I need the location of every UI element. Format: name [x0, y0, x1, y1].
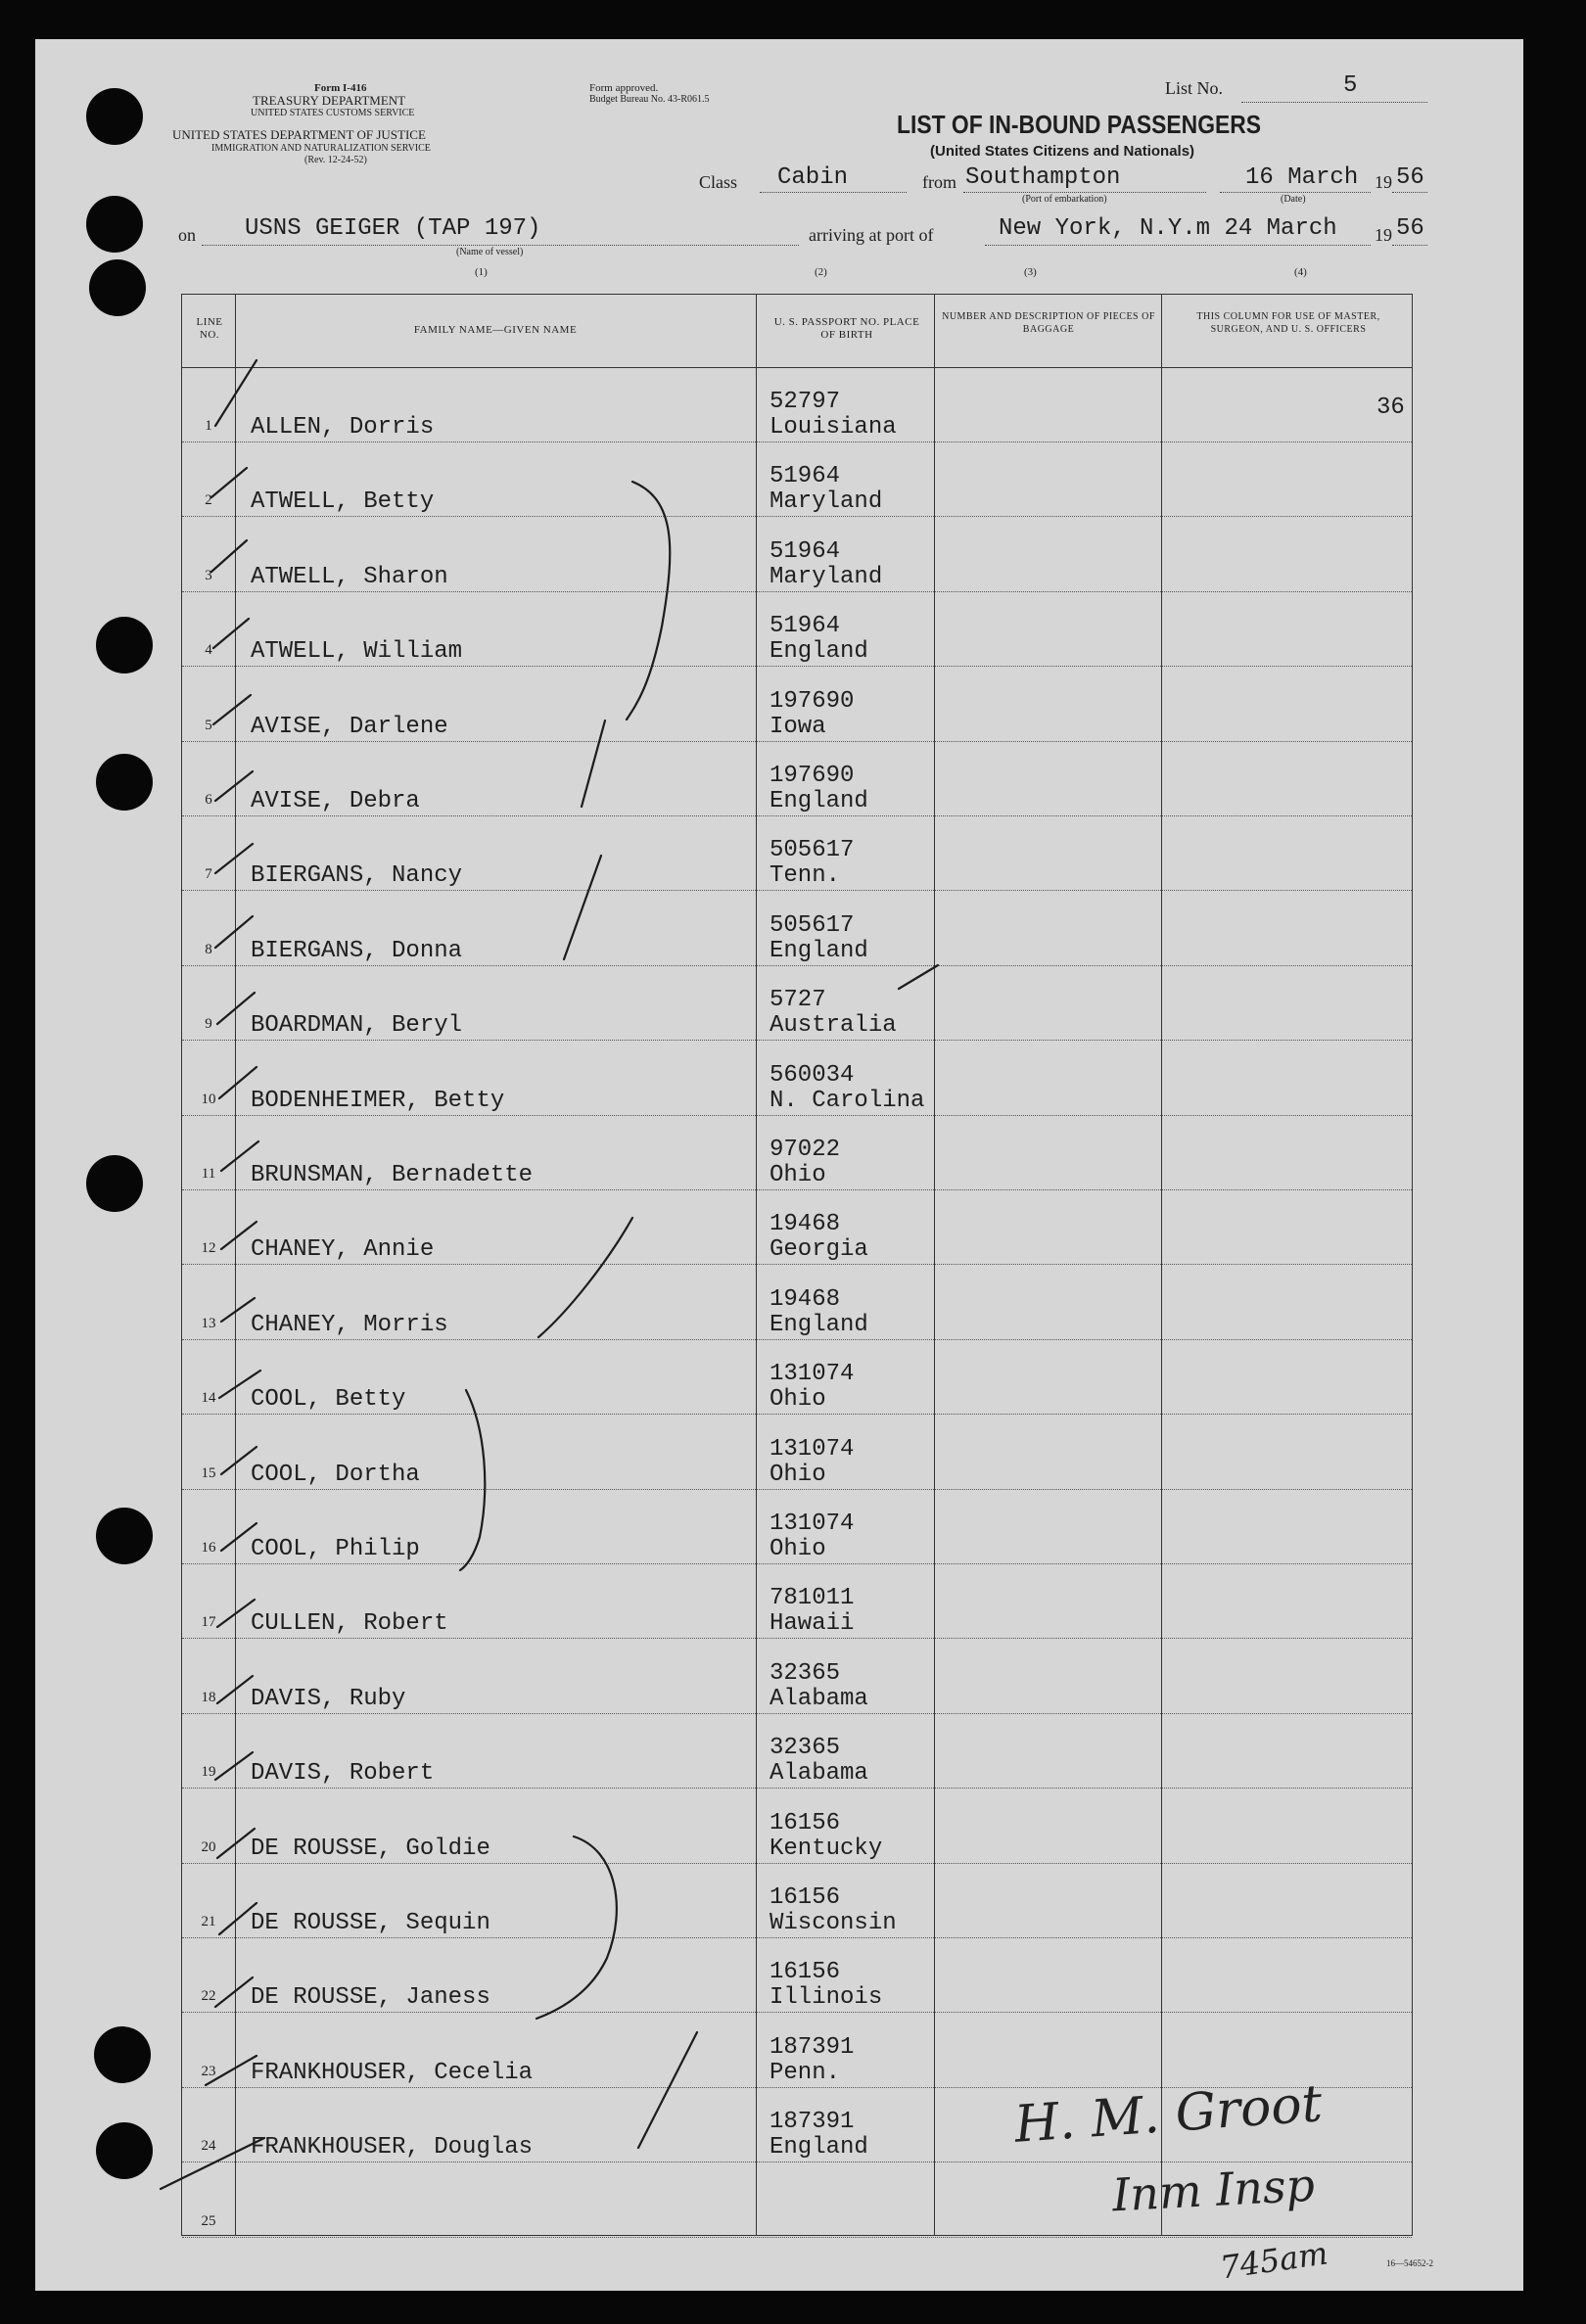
passport-number: 197690 — [770, 687, 855, 715]
binder-hole — [89, 259, 146, 316]
binder-hole — [96, 2122, 153, 2179]
birthplace: Louisiana — [770, 414, 897, 441]
arrival-rule — [985, 245, 1371, 246]
line-number: 7 — [205, 866, 212, 883]
birthplace: Alabama — [770, 1685, 868, 1712]
birthplace: England — [770, 2134, 868, 2161]
page-subtitle: (United States Citizens and Nationals) — [930, 143, 1195, 160]
time-note: 745am — [1217, 2234, 1330, 2287]
table-row — [182, 367, 1412, 442]
passenger-name: FRANKHOUSER, Douglas — [251, 2134, 534, 2161]
line-number: 24 — [201, 2138, 216, 2155]
passenger-name: AVISE, Debra — [251, 788, 420, 814]
class-label: Class — [699, 172, 738, 192]
line-number: 16 — [201, 1540, 216, 1556]
passenger-name: BODENHEIMER, Betty — [251, 1087, 505, 1114]
passport-number: 19468 — [770, 1285, 841, 1313]
binder-hole — [86, 88, 143, 145]
table-row — [182, 1639, 1412, 1714]
line-number: 13 — [201, 1315, 216, 1331]
line-number: 21 — [201, 1914, 216, 1929]
list-no-label: List No. — [1165, 78, 1224, 98]
birthplace: Maryland — [770, 488, 883, 516]
table-row — [182, 965, 1412, 1041]
birthplace: Kentucky — [770, 1835, 883, 1862]
passenger-name: DE ROUSSE, Sequin — [251, 1910, 490, 1936]
binder-hole — [86, 1155, 143, 1212]
table-row — [182, 1265, 1412, 1340]
binder-hole — [96, 1508, 153, 1564]
table-row — [182, 815, 1412, 891]
birthplace: N. Carolina — [770, 1087, 925, 1114]
embark-date-rule — [1220, 192, 1371, 193]
birthplace: Ohio — [770, 1461, 826, 1488]
passport-number: 5727 — [770, 987, 826, 1014]
line-number: 22 — [201, 1988, 216, 2005]
line-number: 11 — [201, 1166, 216, 1182]
binder-hole — [96, 754, 153, 811]
form-number: Form I-416 — [314, 82, 367, 94]
passenger-name: ATWELL, Betty — [251, 488, 435, 516]
table-row — [182, 1339, 1412, 1415]
page-title: LIST OF IN-BOUND PASSENGERS — [897, 110, 1262, 139]
binder-hole — [96, 617, 153, 674]
passenger-name: AVISE, Darlene — [251, 713, 448, 740]
embark-date: 16 March — [1245, 164, 1359, 191]
print-code: 16—54652-2 — [1386, 2258, 1433, 2268]
arrival-port: New York, N.Y.m 24 March — [999, 215, 1337, 242]
on-label: on — [178, 225, 196, 245]
line-number: 9 — [205, 1016, 212, 1033]
table-row — [182, 1415, 1412, 1490]
col-index-3: (3) — [1024, 266, 1037, 278]
table-row — [182, 1937, 1412, 2013]
passenger-name: ATWELL, William — [251, 638, 463, 666]
passport-number: 16156 — [770, 1809, 841, 1836]
birthplace: Georgia — [770, 1236, 868, 1264]
table-row — [182, 517, 1412, 592]
line-number: 15 — [201, 1464, 216, 1481]
table-row — [182, 442, 1412, 517]
passenger-name: COOL, Betty — [251, 1386, 406, 1414]
table-row — [182, 1189, 1412, 1265]
from-label: from — [922, 172, 956, 192]
arrival-year: 56 — [1396, 215, 1424, 242]
birthplace: Maryland — [770, 563, 883, 590]
birthplace: England — [770, 638, 868, 666]
table-row — [182, 1563, 1412, 1639]
line-number: 17 — [201, 1614, 216, 1631]
passport-number: 187391 — [770, 2033, 855, 2061]
binder-hole — [86, 196, 143, 253]
budget-bureau: Budget Bureau No. 43-R061.5 — [589, 94, 710, 105]
passenger-name: CHANEY, Annie — [251, 1236, 435, 1264]
arriving-label: arriving at port of — [809, 225, 934, 245]
passenger-name: CHANEY, Morris — [251, 1311, 448, 1338]
col-index-1: (1) — [475, 266, 488, 278]
birthplace: Australia — [770, 1012, 897, 1040]
birthplace: Ohio — [770, 1162, 826, 1188]
embark-year: 56 — [1396, 164, 1424, 191]
line-number: 5 — [205, 717, 212, 733]
justice-dept: UNITED STATES DEPARTMENT OF JUSTICE — [172, 127, 426, 142]
line-number: 4 — [205, 642, 212, 659]
line-number: 8 — [205, 941, 212, 957]
officer-note: 36 — [1376, 395, 1405, 421]
birthplace: Alabama — [770, 1760, 868, 1788]
birthplace: Tenn. — [770, 862, 841, 890]
passenger-name: DAVIS, Robert — [251, 1760, 435, 1788]
passport-number: 32365 — [770, 1735, 841, 1762]
passenger-name: BRUNSMAN, Bernadette — [251, 1162, 534, 1188]
passenger-name: FRANKHOUSER, Cecelia — [251, 2059, 534, 2086]
passport-number: 781011 — [770, 1585, 855, 1612]
passenger-name: BIERGANS, Donna — [251, 937, 463, 964]
line-number: 20 — [201, 1838, 216, 1855]
passport-number: 16156 — [770, 1959, 841, 1986]
passenger-table — [181, 294, 1413, 2236]
passport-number: 19468 — [770, 1211, 841, 1238]
embark-year-rule — [1392, 192, 1427, 193]
line-number: 18 — [201, 1689, 216, 1705]
birthplace: Hawaii — [770, 1610, 855, 1638]
passenger-name: CULLEN, Robert — [251, 1610, 448, 1638]
line-number: 10 — [201, 1091, 216, 1107]
line-number: 6 — [205, 792, 212, 808]
passport-number: 51964 — [770, 613, 841, 640]
signature-1: H. M. Groot — [1012, 2074, 1325, 2155]
birthplace: England — [770, 788, 868, 814]
col-index-4: (4) — [1294, 266, 1307, 278]
treasury-dept: TREASURY DEPARTMENT — [253, 93, 406, 108]
birthplace: England — [770, 1311, 868, 1338]
customs-service: UNITED STATES CUSTOMS SERVICE — [251, 108, 415, 118]
line-number: 1 — [205, 418, 212, 434]
table-row — [182, 1041, 1412, 1116]
passenger-name: ATWELL, Sharon — [251, 563, 448, 590]
year-prefix-2: 19 — [1375, 225, 1392, 245]
document-page — [35, 39, 1523, 2291]
embark-port: Southampton — [965, 164, 1121, 191]
table-row — [182, 741, 1412, 816]
class-rule — [760, 192, 907, 193]
row-rule — [182, 2237, 1412, 2238]
passport-number: 187391 — [770, 2109, 855, 2136]
passenger-name: BOARDMAN, Beryl — [251, 1012, 463, 1040]
passenger-name: DE ROUSSE, Goldie — [251, 1835, 490, 1862]
date-caption: (Date) — [1281, 194, 1306, 205]
passport-number: 32365 — [770, 1659, 841, 1687]
col-header-baggage: NUMBER AND DESCRIPTION OF PIECES OF BAGGAGE — [942, 311, 1155, 335]
passport-number: 131074 — [770, 1435, 855, 1463]
passenger-name: COOL, Dortha — [251, 1461, 420, 1488]
table-row — [182, 667, 1412, 742]
ins-service: IMMIGRATION AND NATURALIZATION SERVICE — [211, 143, 431, 154]
line-number: 25 — [201, 2212, 216, 2229]
passport-number: 131074 — [770, 1511, 855, 1537]
list-no-value: 5 — [1343, 72, 1358, 99]
vessel-caption: (Name of vessel) — [456, 247, 524, 257]
table-row — [182, 891, 1412, 966]
vessel-rule — [202, 245, 799, 246]
table-row — [182, 1863, 1412, 1938]
col-header-passport: U. S. PASSPORT NO. PLACE OF BIRTH — [773, 316, 920, 341]
birthplace: Iowa — [770, 713, 826, 740]
table-row — [182, 2013, 1412, 2088]
passport-number: 505617 — [770, 837, 855, 864]
birthplace: Ohio — [770, 1386, 826, 1414]
passport-number: 505617 — [770, 911, 855, 939]
passport-number: 51964 — [770, 463, 841, 490]
embark-rule — [963, 192, 1206, 193]
passport-number: 97022 — [770, 1137, 841, 1163]
passenger-name: DAVIS, Ruby — [251, 1685, 406, 1712]
table-row — [182, 1489, 1412, 1564]
birthplace: Wisconsin — [770, 1910, 897, 1936]
revision: (Rev. 12-24-52) — [304, 155, 367, 165]
birthplace: Penn. — [770, 2059, 841, 2086]
passport-number: 560034 — [770, 1061, 855, 1089]
passport-number: 51964 — [770, 537, 841, 565]
list-no-rule — [1241, 102, 1427, 103]
line-number: 23 — [201, 2063, 216, 2079]
table-row — [182, 1713, 1412, 1789]
passport-number: 131074 — [770, 1361, 855, 1388]
arrival-year-rule — [1392, 245, 1427, 246]
binder-hole — [94, 2026, 151, 2083]
birthplace: Ohio — [770, 1536, 826, 1562]
vessel-name: USNS GEIGER (TAP 197) — [245, 215, 541, 242]
line-number: 2 — [205, 492, 212, 509]
line-number: 14 — [201, 1390, 216, 1407]
form-approved: Form approved. — [589, 82, 659, 94]
line-number: 3 — [205, 567, 212, 583]
year-prefix: 19 — [1375, 172, 1392, 192]
birthplace: England — [770, 937, 868, 964]
passport-number: 52797 — [770, 389, 841, 415]
line-number: 12 — [201, 1240, 216, 1257]
col-header-line-no: LINE NO. — [196, 316, 223, 341]
col-header-name: FAMILY NAME—GIVEN NAME — [413, 324, 578, 336]
col-index-2: (2) — [815, 266, 827, 278]
table-row — [182, 1789, 1412, 1864]
line-number: 19 — [201, 1764, 216, 1781]
passenger-name: BIERGANS, Nancy — [251, 862, 463, 890]
table-row — [182, 1115, 1412, 1190]
passenger-name: DE ROUSSE, Janess — [251, 1984, 490, 2012]
passenger-name: COOL, Philip — [251, 1536, 420, 1562]
passport-number: 16156 — [770, 1884, 841, 1911]
signature-2: Inm Insp — [1110, 2158, 1317, 2222]
passport-number: 197690 — [770, 763, 855, 789]
birthplace: Illinois — [770, 1984, 883, 2012]
col-header-officers: THIS COLUMN FOR USE OF MASTER, SURGEON, AND U. S. OFFICERS — [1196, 311, 1380, 335]
embark-caption: (Port of embarkation) — [1022, 194, 1107, 205]
passenger-name: ALLEN, Dorris — [251, 414, 435, 441]
class-value: Cabin — [777, 164, 849, 191]
table-row — [182, 591, 1412, 667]
